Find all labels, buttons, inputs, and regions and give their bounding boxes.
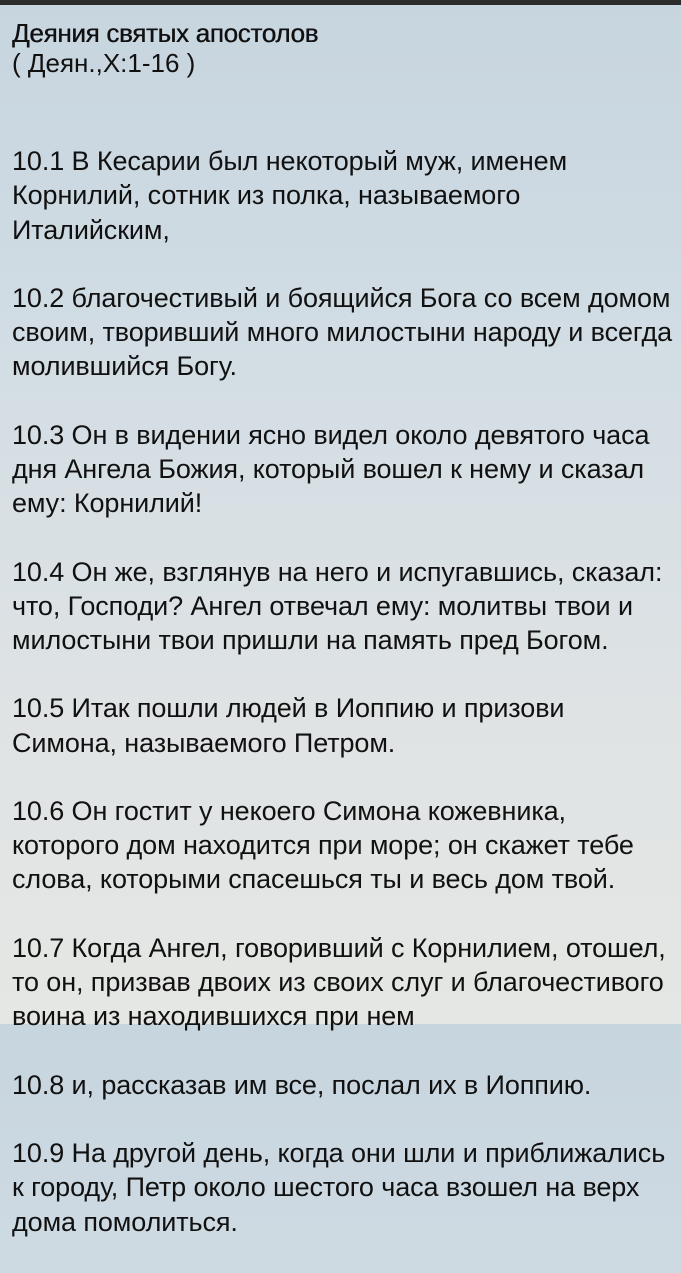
verse-10-7: 10.7 Когда Ангел, говоривший с Корнилием, отошел, то он, призвав двоих из своих слуг и благочестивого воина из находившихся при нем — [12, 932, 666, 1032]
document-page — [12, 18, 674, 1273]
chapter-reference: ( Деян.,X:1-16 ) — [12, 48, 196, 78]
verse-10-5: 10.5 Итак пошли людей в Иоппию и призови Симона, называемого Петром. — [12, 693, 565, 758]
status-bar-strip — [0, 0, 681, 5]
verse-10-9: 10.9 На другой день, когда они шли и приближались к городу, Петр около шестого часа взошел на верх дома помолиться. — [12, 1138, 666, 1237]
document-title: Деяния святых апостолов — [12, 18, 319, 48]
verse-10-4: 10.4 Он же, взглянув на него и испугавшись, сказал: что, Господи? Ангел отвечал ему: молитвы твои и милостыни твои пришли на память пред Богом. — [12, 556, 663, 656]
verse-10-6: 10.6 Он гостит у некоего Симона кожевника, которого дом находится при море; он скажет тебе слова, которыми спасешься ты и весь дом твой. — [12, 796, 634, 895]
verse-10-1: 10.1 В Кесарии был некоторый муж, именем Корнилий, сотник из полка, называемого Италийским, — [12, 146, 568, 245]
verse-list — [12, 110, 674, 1273]
verse-10-8: 10.8 и, рассказав им все, послал их в Иоппию. — [12, 1069, 592, 1100]
verse-10-3: 10.3 Он в видении ясно видел около девятого часа дня Ангела Божия, который вошел к нему и сказал ему: Корнилий! — [12, 419, 650, 519]
verse-10-2: 10.2 благочестивый и боящийся Бога со всем домом своим, творивший много милостыни народу и всегда молившийся Богу. — [12, 283, 673, 382]
